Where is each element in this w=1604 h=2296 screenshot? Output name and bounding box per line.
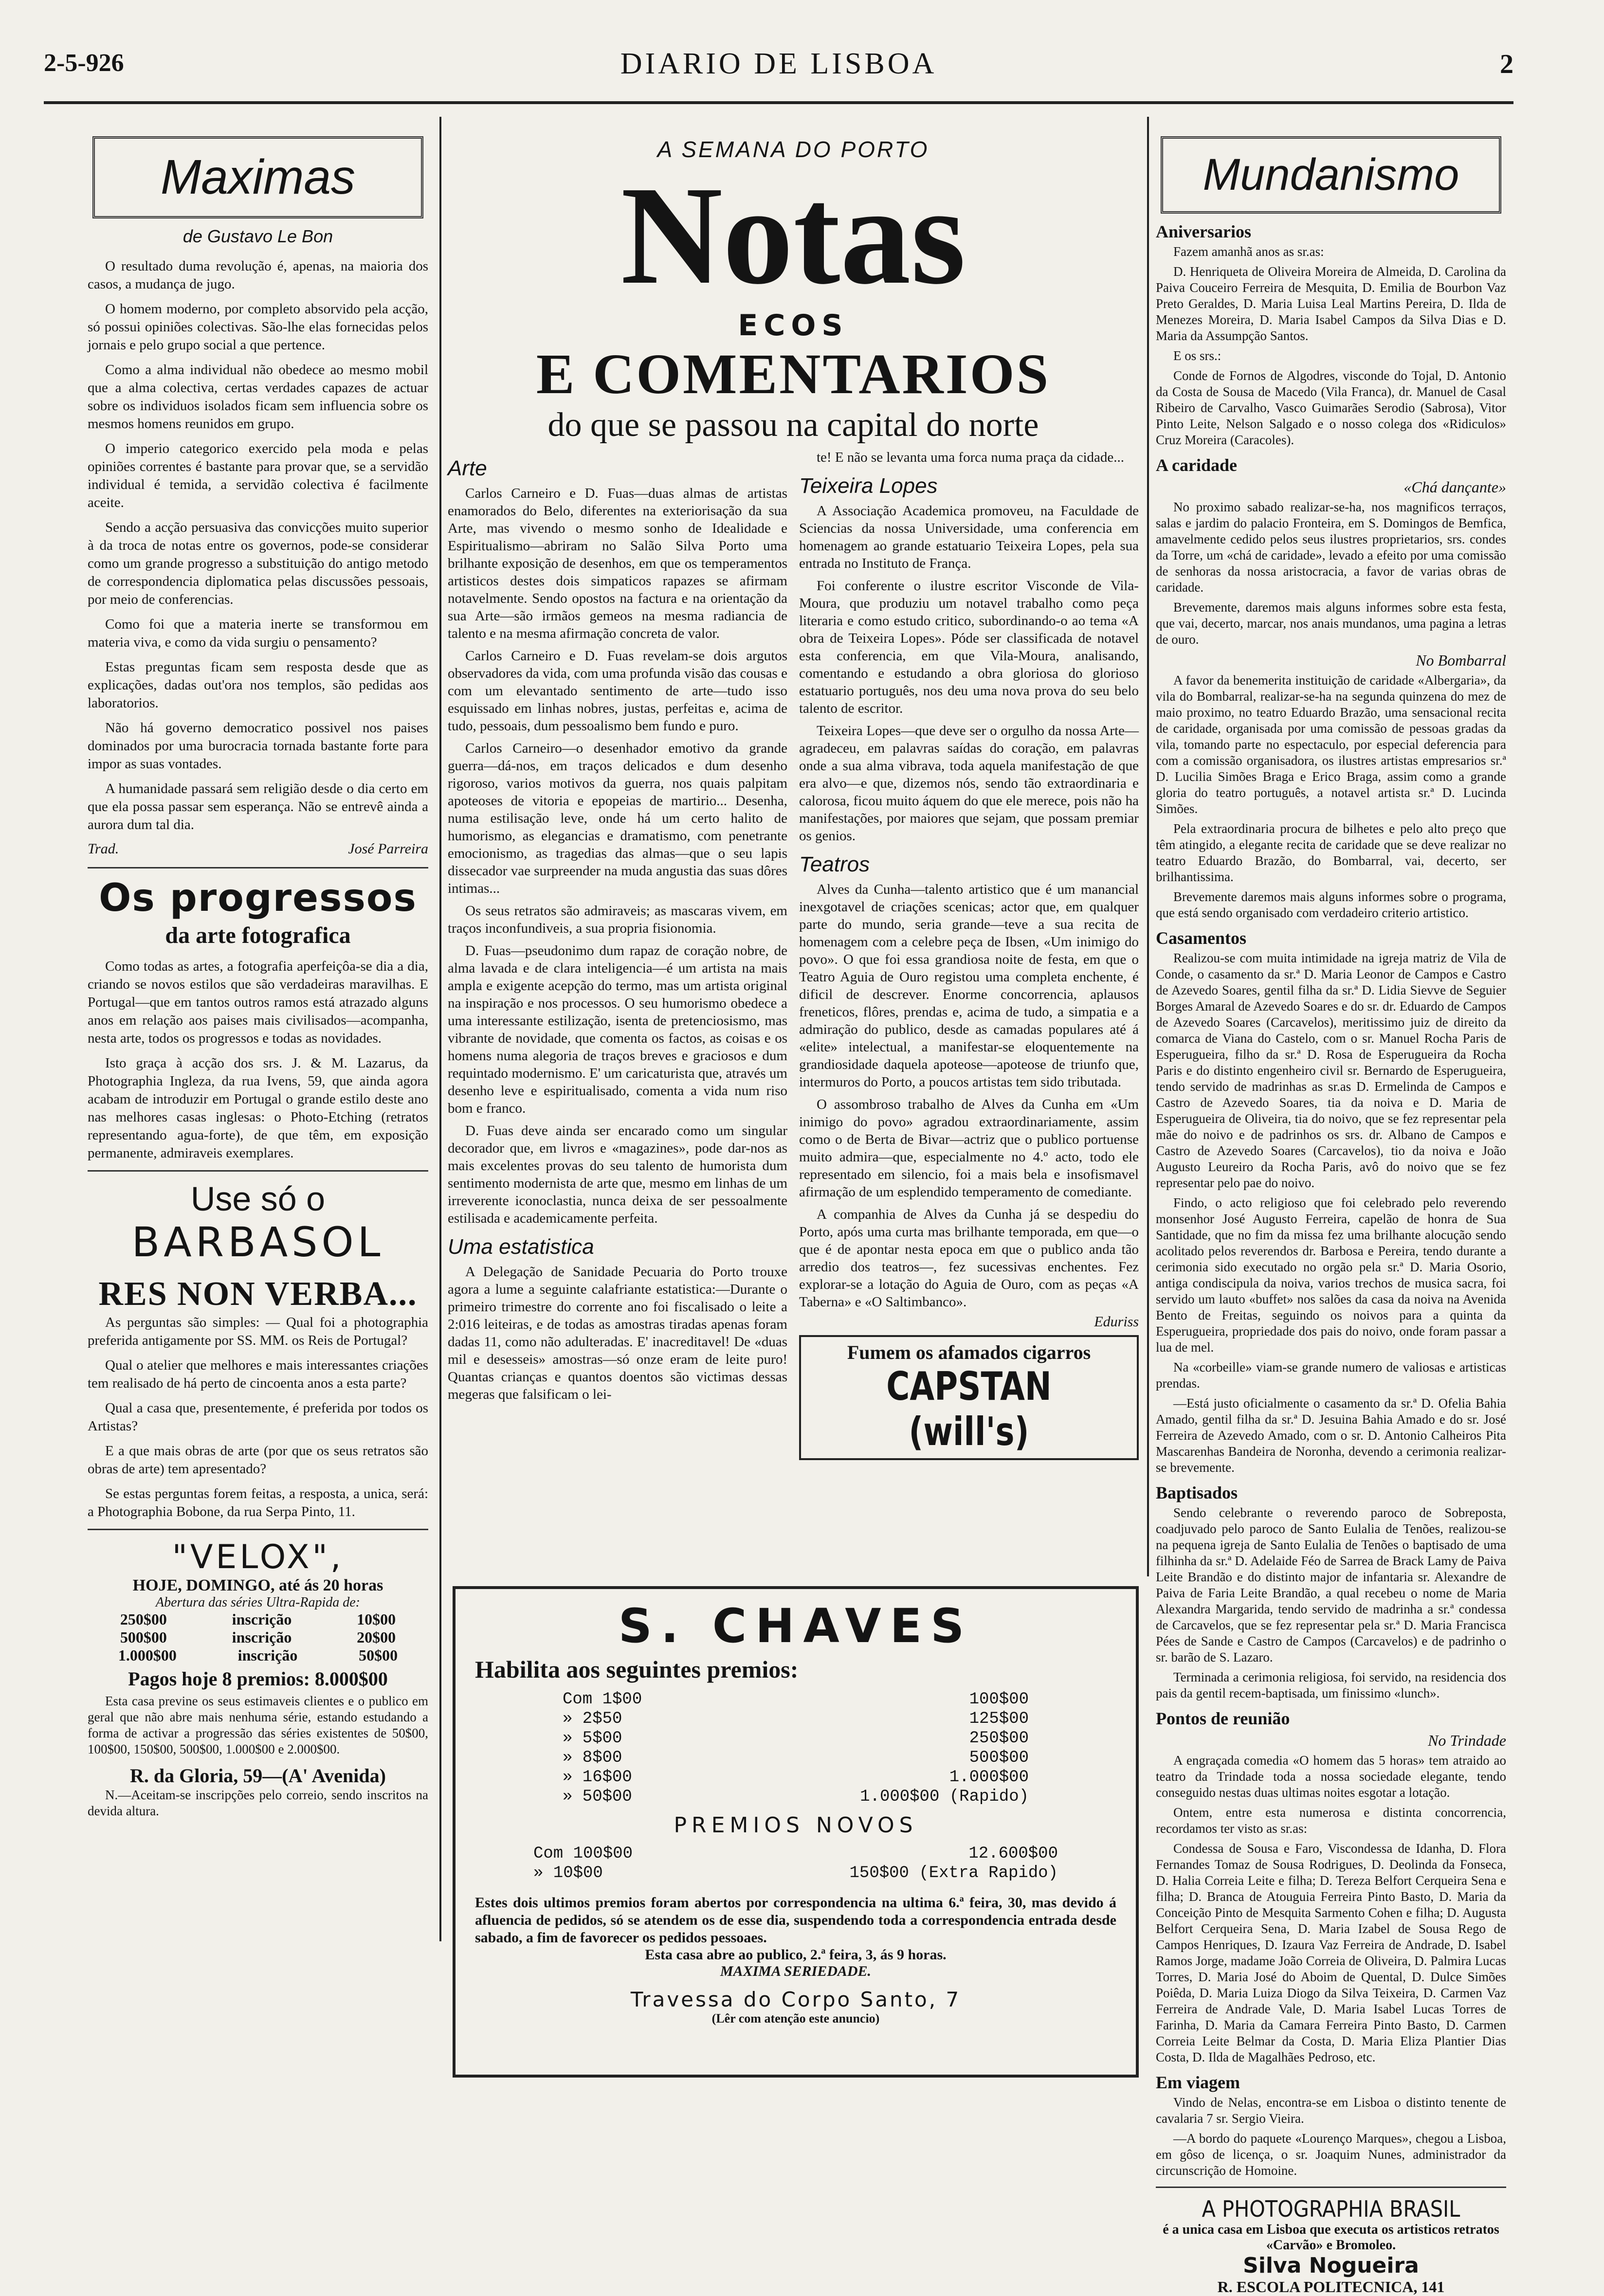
caridade-heading: A caridade: [1156, 455, 1237, 475]
arte-paragraph: Os seus retratos são admiraveis; as mascaras vivem, em traços inconfundiveis, a sua propria fisionomia.: [448, 903, 787, 936]
teixeira-paragraph: A Associação Academica promoveu, na Faculdade de Sciencias da nossa Universidade, uma conferencia em homenagem ao grande estatuario Teixeira Lopes, pela sua entrada no Instituto de França.: [799, 503, 1139, 571]
res-paragraph: E a que mais obras de arte (por que os seus retratos são obras de arte) tem apresentado?: [88, 1443, 428, 1477]
prize-value: 12.600$00: [968, 1844, 1058, 1863]
comentarios-title: E COMENTARIOS: [536, 342, 1051, 406]
baptisados-paragraph: Sendo celebrante o reverendo paroco de Sobreposta, coadjuvado pelo paroco de Santo Eulalia de Tenões, realizou-se na pequena igreja de Santo Eulalia de Tenões o baptisado de uma filhinha da sr.ª D. Adelaide Féo de Sarrea de Brack Lamy de Paiva Leite Brandão e do distinto major de infantaria sr. Alexandre de Paiva de Faria Leite Brandão, a qual recebeu o nome de Maria Alexandra Margarida, tendo servido de madrinha a sr.ª condessa de Carcavelos, que se fez representar pela sr.ª D. Maria Francisca Pées de Sande e Castro de Campos (Carcavelos) e de padrinho o sr. barão de S. Lazaro.: [1156, 1505, 1506, 1664]
newspaper-title: DIARIO DE LISBOA: [620, 47, 937, 80]
maxima-paragraph: Como foi que a materia inerte se transformou em materia viva, e como da vida surgiu o pensamento?: [88, 616, 428, 650]
prize-stake: Com 100$00: [533, 1844, 633, 1863]
prize-stake: » 10$00: [533, 1864, 603, 1882]
divider: [88, 1170, 428, 1172]
chaves-open: Esta casa abre ao publico, 2.ª feira, 3, ás 9 horas.: [645, 1947, 947, 1963]
page-number: 2: [1500, 49, 1513, 79]
velox-cell: 1.000$00: [118, 1646, 177, 1664]
res-paragraph: Qual o atelier que melhores e mais interessantes criações tem realisado de há perto de cincoenta anos a esta parte?: [88, 1357, 428, 1391]
translator-label: Trad.: [88, 841, 119, 857]
progressos-title: Os progressos: [99, 876, 417, 920]
header-rule: [44, 101, 1513, 104]
maxima-paragraph: O resultado duma revolução é, apenas, na maioria dos casos, a mudança de jugo.: [88, 258, 428, 292]
velox-title: "VELOX",: [172, 1538, 344, 1576]
velox-cell: inscrição: [232, 1628, 292, 1646]
viagem-paragraph: —A bordo do paquete «Lourenço Marques», chegou a Lisboa, em gôso de licença, o sr. Joaquim Nunes, administrador da circunscrição de Homoine.: [1156, 2131, 1506, 2178]
notas-kicker: A SEMANA DO PORTO: [657, 137, 930, 162]
casamentos-paragraph: Na «corbeille» viam-se grande numero de valiosas e artisticas prendas.: [1156, 1360, 1506, 1391]
progressos-paragraph: Isto graça à acção dos srs. J. & M. Lazarus, da Photographia Ingleza, da rua Ivens, 59, que ainda agora acabam de introduzir em Portugal o grande estilo deste ano nas melhores casas inglesas: o Photo-Etching (retratos representando agua-forte), de que têm, em exposição permanente, admiraveis exemplares.: [88, 1055, 428, 1161]
prize-value: 500$00: [969, 1749, 1029, 1767]
prize-stake: » 5$00: [563, 1729, 622, 1748]
column-maximas: [88, 136, 428, 2053]
maxima-paragraph: O imperio categorico exercido pela moda e pelas opiniões correntes é bastante para provar que, se a servidão individual é temida, a servidão colectiva é facilmente aceite.: [88, 441, 428, 510]
capstan-ad: [799, 1335, 1139, 1460]
prize-value: 1.000$00 (Rapido): [860, 1788, 1029, 1806]
divider: [88, 867, 428, 868]
arte-paragraph: D. Fuas deve ainda ser encarado como um singular decorador que, em livros e «magazines», pode dar-nos as mais excelentes provas do seu talento de humorista dum sentimento modernista de arte que, mesmo em linhas de um irreverente iconoclastia, nunca deixa de ser pessoalmente estilisada e academicamente perfeita.: [448, 1123, 787, 1226]
notas-body: [448, 449, 1139, 1460]
issue-date: 2-5-926: [44, 49, 124, 77]
capstan-line1: Fumem os afamados cigarros: [847, 1341, 1091, 1363]
arte-paragraph: Carlos Carneiro—o desenhador emotivo da grande guerra—dá-nos, em traços delicados e dum desenho rigoroso, varios motivos da guerra, nos quais palpitam apoteoses de vitoria e epopeias de martirio... Desenha, numa estilisação leve, onde há um certo halito de humorismo, as elegancias e dramatismo, com penetrante emocionismo, as tragedias das almas—que o seu lapis dissecador vae surpreender na muda angustia das suas dôres intimas...: [448, 741, 787, 896]
prize-value: 150$00 (Extra Rapido): [849, 1864, 1058, 1882]
aniversarios-paragraph: E os srs.:: [1173, 348, 1221, 363]
teatros-paragraph: Alves da Cunha—talento artistico que é um manancial inexgotavel de criações scenicas; actor que, em qualquer parte do mundo, seria grande—teve a sua recita de homenagem com a celebre peça de Ibsen, «Um inimigo do povo». O que foi essa grandiosa noite de festa, em que o Teatro Aguia de Ouro registou uma completa enchente, é dificil de descrever. Enorme concorrencia, aplausos freneticos, flôres, prendas e, acima de tudo, a simpatia e a admiração do publico, desde as camadas populares até á «elite» intelectual, a manifestar-se eloquentemente na grandiosidade daquela apoteose—apoteose de triunfo que, intermuros do Porto, a poucos artistas tem sido tributada.: [799, 882, 1139, 1090]
aniversarios-heading: Aniversarios: [1156, 222, 1251, 241]
velox-cell: 500$00: [120, 1628, 167, 1646]
velox-row: [88, 1628, 428, 1646]
maxima-paragraph: A humanidade passará sem religião desde o dia certo em que ela possa passar sem esperança. Não se entrevê ainda a aurora dum tal dia.: [88, 781, 428, 832]
notas-subcol-left: [448, 449, 787, 1460]
prize-row: [563, 1788, 1029, 1806]
teatros-heading: Teatros: [799, 852, 870, 876]
teatros-paragraph: A companhia de Alves da Cunha já se despediu do Porto, após uma curta mas brilhante temporada, em que—o que é de apontar nesta epoca em que o publico anda tão arredio dos teatros—, fez sucessivas enchentes. Fez explorar-se a lotação do Aguia de Ouro, com as peças «A Taberna» e «O Saltimbanco».: [799, 1207, 1139, 1310]
chaves-note: (Lêr com atenção este anuncio): [711, 2011, 880, 2025]
caridade-subheading: «Chá dançante»: [1404, 478, 1506, 496]
baptisados-paragraph: Terminada a cerimonia religiosa, foi servido, na residencia dos pais da gentil recem-baptisada, um finissimo «lunch».: [1156, 1670, 1506, 1700]
caridade-subheading: No Bombarral: [1416, 651, 1506, 669]
chaves-address: Travessa do Corpo Santo, 7: [630, 1988, 961, 2011]
velox-text: Esta casa previne os seus estimaveis clientes e o publico em geral que não abre mais nenhuma série, estando estudando a forma de activar a progressão das séries existentes de 50$00, 100$00, 150$00, 500$00, 1.000$00 e 2.000$00.: [88, 1694, 428, 1756]
viagem-heading: Em viagem: [1156, 2073, 1240, 2092]
masthead: [44, 39, 1513, 92]
translator-name: José Parreira: [348, 841, 428, 857]
maxima-paragraph: Estas preguntas ficam sem resposta desde que as explicações, dadas out'ora nos templos, são pedidas aos laboratorios.: [88, 659, 428, 711]
chaves-novos: PREMIOS NOVOS: [674, 1813, 918, 1838]
reuniao-heading: Pontos de reunião: [1156, 1709, 1290, 1728]
divider: [1156, 2187, 1506, 2188]
notas-title: Notas: [620, 157, 966, 313]
photographia-brasil-ad: [1156, 2196, 1506, 2296]
chaves-notice: Estes dois ultimos premios foram abertos por correspondencia na ultima 6.ª feira, 30, mas devido á afluencia de pedidos, só se atendem os de esse dia, suspendendo toda a correspondencia entrada desde sabado, a fim de favorecer os pedidos pessoaes.: [475, 1895, 1116, 1946]
estatistica-paragraph: A Delegação de Sanidade Pecuaria do Porto trouxe agora a lume a seguinte calafriante estatistica:—Durante o primeiro trimestre do corrente ano foi fiscalisado o leite a 2:016 leiteiras, e de todas as amostras tiradas apenas foram dadas 11, como não adulteradas. E' inacreditavel! De «duas mil e desesseis» amostras—só onze eram de leite puro! Quantas crianças e quantos doentos são victimas dessas megeras que falsificam o lei-: [448, 1264, 787, 1402]
maxima-paragraph: O homem moderno, por completo absorvido pela acção, só possui opiniões colectivas. São-lhe elas fornecidas pelos jornais e pelo grupo social a que pertence.: [88, 301, 428, 353]
velox-cell: 20$00: [357, 1628, 396, 1646]
reuniao-paragraph: A engraçada comedia «O homem das 5 horas» tem atraido ao teatro da Trindade toda a nossa sociedade elegante, tendo conseguido nestas duas ultimas noites esgotar a lotação.: [1156, 1753, 1506, 1800]
teatros-paragraph: O assombroso trabalho de Alves da Cunha em «Um inimigo do povo» agradou extraordinariamente, assim como o de Berta de Bivar—actriz que o publico portuense muito admira—que, especialmente no 4.º acto, todo ele representado em silencio, foi a mais bela e insofismavel afirmação de um esplendido temperamento de comediante.: [799, 1097, 1139, 1200]
prize-value: 1.000$00: [949, 1768, 1029, 1787]
prize-row: [563, 1729, 1029, 1748]
chaves-seriedade: MAXIMA SERIEDADE.: [720, 1963, 872, 1979]
reuniao-subheading: No Trindade: [1428, 1732, 1506, 1749]
prize-row: [563, 1749, 1029, 1767]
arte-paragraph: Carlos Carneiro e D. Fuas—duas almas de artistas enamorados do Belo, diferentes na exteriorisação da sua Arte, mas vivendo o mesmo sonho de Idealidade e Espiritualismo—abriram no Salão Silva Porto uma brilhante exposição de desenhos, em que os temperamentos artisticos destes dois simpaticos rapazes se afirmam notavelmente. Sendo opostos na factura e na orientação da sua Arte—são irmãos gemeos na mesma radiancia de talento e na mesma afirmação concreta de valor.: [448, 486, 787, 641]
prize-stake: » 16$00: [563, 1768, 632, 1787]
prize-stake: » 8$00: [563, 1749, 622, 1767]
casamentos-paragraph: Findo, o acto religioso que foi celebrado pelo reverendo monsenhor José Augusto Ferreira, capelão de honra de Sua Santidade, que no fim da missa fez uma brilhante alocução sendo acolitado pelos reverendos dr. Barbosa e Pereira, tendo durante a cerimonia sido executado no orgão pela sr.ª D. Maria Osorio, antiga condiscipula da noiva, varios trechos de musica sacra, foi servido um lauto «buffet» nos salões da casa da noiva na Avenida Bento de Freitas, seguindo os noivos para a quinta da Esperugueira, propriedade dos pais do noivo, onde foram passar a lua de mel.: [1156, 1195, 1506, 1355]
prize-value: 250$00: [969, 1729, 1029, 1748]
velox-line: HOJE, DOMINGO, até ás 20 horas: [132, 1576, 383, 1594]
casamentos-paragraph: Realizou-se com muita intimidade na igreja matriz de Vila de Conde, o casamento da sr.ª D. Maria Leonor de Campos e Castro de Azevedo Soares, gentil filha da sr.ª D. Lidia Sievve de Seguier Borges Amaral de Azevedo Soares e do sr. dr. Eduardo de Campos de Azevedo Soares (Carcavelos), meritissimo juiz de direito da comarca de Viana do Castelo, com o sr. Manuel Rocha Paris de Esperugueira, filho da sr.ª D. Rosa de Esperugueira da Rocha Paris e do distinto engenheiro civil sr. Bernardo de Esperugueira, tendo servido de madrinhas as sr.as D. Ermelinda de Campos e Castro de Azevedo Soares, tia da noiva e D. Maria de Esperugueira de Oliveira, tia do noivo, que se fez representar pela mãe do noivo e de padrinhos os srs. dr. Albano de Campos e Castro de Azevedo Soares (Carcavelos), tio da noiva e João Augusto Leureiro da Rocha Paris, avô do noivo que se fez representar pelo pae do noivo.: [1156, 951, 1506, 1190]
aniversarios-paragraph: D. Henriqueta de Oliveira Moreira de Almeida, D. Carolina da Paiva Couceiro Ferreira de Mesquita, D. Emilia de Bourbon Vaz Preto Geraldes, D. Maria Luisa Leal Martins Pereira, D. Ilda de Menezes Moreira, D. Maria Isabel Campos da Silva Dias e D. Maria da Assumpção Santos.: [1156, 264, 1506, 343]
prize-row: [563, 1710, 1029, 1728]
velox-cell: inscrição: [232, 1610, 292, 1628]
reuniao-paragraph: Ontem, entre esta numerosa e distinta concorrencia, recordamos ter visto as sr.as:: [1156, 1805, 1506, 1836]
estatistica-heading: Uma estatistica: [448, 1235, 594, 1259]
ecos-title: ECOS: [738, 308, 849, 343]
velox-address: R. da Gloria, 59—(A' Avenida): [130, 1765, 386, 1787]
caridade-paragraph: Pela extraordinaria procura de bilhetes e pelo alto preço que têm atingido, a elegante recita de caridade que se deve realizar no teatro Eduardo Brazão, do Bombarral, vai, decerto, ser brilhantissima.: [1156, 821, 1506, 884]
prize-value: 100$00: [969, 1690, 1029, 1709]
chaves-prizes: [475, 1690, 1116, 1806]
notas-signature: Eduriss: [1094, 1314, 1139, 1330]
res-non-verba-title: RES NON VERBA...: [98, 1275, 418, 1313]
arte-paragraph: Carlos Carneiro e D. Fuas revelam-se dois argutos observadores da vida, com uma profunda visão das cousas e com um elevantado sentimento de arte—tudo isso esquissado em linhas nobres, justas, perfeitas e, acima de tudo, pessoais, dum pessoalismo bem fundo e puro.: [448, 648, 787, 734]
maxima-paragraph: Como a alma individual não obedece ao mesmo mobil que a alma colectiva, certas verdades capazes de actuar sobre os individuos isolados ficam sem influencia sobre os mesmos homens reunidos em grupo.: [88, 362, 428, 432]
prize-row: [563, 1690, 1029, 1709]
prize-row: [533, 1844, 1058, 1863]
prize-stake: » 50$00: [563, 1788, 632, 1806]
capstan-line2: CAPSTAN (will's): [886, 1364, 1052, 1454]
caridade-paragraph: Brevemente daremos mais alguns informes sobre o programa, que está sendo organisado com verdadeiro criterio artistico.: [1156, 889, 1506, 920]
teixeira-paragraph: Foi conferente o ilustre escritor Visconde de Vila-Moura, que produziu um notavel trabalho como peça literaria e como estudo critico, subordinando-o ao tema «A obra de Teixeira Lopes». Póde ser classificada de notavel esta conferencia, em que Vila-Moura, analisando, comentando e estudando a obra gloriosa do glorioso estatuario português, nos deu uma nova prova do seu belo talento de escritor.: [799, 578, 1139, 716]
maximas-signature: [88, 841, 428, 857]
mundanismo-title: Mundanismo: [1161, 136, 1501, 214]
maxima-paragraph: Não há governo democratico possivel nos paises dominados por uma burocracia tornada bastante forte para impor as suas vontades.: [88, 720, 428, 772]
velox-cell: 10$00: [357, 1610, 396, 1628]
velox-sub: Abertura das séries Ultra-Rapida de:: [156, 1595, 360, 1610]
caridade-paragraph: Brevemente, daremos mais alguns informes sobre esta festa, que vai, decerto, marcar, nos anais mundanos, uma pagina a letras de ouro.: [1156, 600, 1506, 647]
viagem-paragraph: Vindo de Nelas, encontra-se em Lisboa o distinto tenente de cavalaria 7 sr. Sergio Vieira.: [1156, 2095, 1506, 2126]
teixeira-lopes-heading: Teixeira Lopes: [799, 474, 938, 498]
pb-name: Silva Nogueira: [1243, 2253, 1419, 2278]
caridade-paragraph: No proximo sabado realizar-se-ha, nos magnificos terraços, salas e jardim do palacio Fronteira, em S. Domingos de Bemfica, amavelmente cedido pelos seus ilustres proprietarios, srs. condes da Torre, um «chá de caridade», levado a efeito por uma comissão de senhoras da nossa aristocracia, a favor de varias obras de caridade.: [1156, 500, 1506, 595]
velox-cell: 250$00: [120, 1610, 167, 1628]
reuniao-paragraph: Condessa de Sousa e Faro, Viscondessa de Idanha, D. Flora Fernandes Tomaz de Sousa Rodrigues, D. Deolinda da Fonseca, D. Halia Correia Leite e filha; D. Tereza Belfort Cerqueira Sena e filha; D. Branca de Atouguia Ferreira Pinto Basto, D. Maria da Conceição Pinto de Mesquita Sarmento Cohen e filha; D. Augusta Belfort Cerqueira Sena, D. Maria Izabel de Sousa Rego de Campos Henriques, D. Izaura Vaz Ferreira de Andrade, D. Isabel Ramos Jorge, madame João Correia de Oliveira, D. Palmira Lucas Torres, D. Maria José do Aboim de Quental, D. Dulce Simões Poiêda, D. Maria Luiza Diogo da Silva Teixeira, D. Carmen Vaz Ferreira de Andrade Vale, D. Maria Isabel Lucas Torres de Farinha, D. Maria da Camara Ferreira Pinto Basto, D. Carmen Correia Leite Belmar da Costa, D. Maria Eliza Plantier Dias Costa, D. Ilda de Magalhães Pedroso, etc.: [1156, 1841, 1506, 2064]
maximas-title: Maximas: [92, 136, 423, 218]
velox-pay: Pagos hoje 8 premios: 8.000$00: [128, 1668, 388, 1690]
res-paragraph: Se estas perguntas forem feitas, a resposta, a unica, será: a Photographia Bobone, da rua Serpa Pinto, 11.: [88, 1486, 428, 1519]
pb-title: A PHOTOGRAPHIA BRASIL: [1202, 2196, 1460, 2222]
column-notas: [448, 136, 1139, 1576]
baptisados-heading: Baptisados: [1156, 1483, 1238, 1502]
chaves-novos-prizes: [475, 1844, 1116, 1882]
maxima-paragraph: Sendo a acção persuasiva das convicções muito superior à da troca de notas entre os governos, pode-se considerar como um grande progresso a substituição do antigo metodo de correspondencia diplomatica pelas discussões pessoais, por meio de conferencias.: [88, 520, 428, 607]
casamentos-heading: Casamentos: [1156, 928, 1246, 948]
prize-stake: Com 1$00: [563, 1690, 642, 1709]
velox-cell: inscrição: [237, 1646, 298, 1664]
aniversarios-paragraph: Conde de Fornos de Algodres, visconde do Tojal, D. Antonio da Costa de Sousa de Macedo (Vila Franca), dr. Manuel de Casal Ribeiro de Carvalho, Vasco Guimarães Serodio (Sabrosa), Vitor Pinto Leite, Nelson Salgado e o nosso colega dos «Ridiculos» Cruz Moreira (Caracoles).: [1156, 368, 1506, 447]
velox-ad: [88, 1538, 428, 1690]
barbasol-line1: Use só o: [190, 1180, 326, 1218]
chaves-ad: [453, 1586, 1139, 2078]
divider: [88, 1529, 428, 1530]
velox-row: [88, 1610, 428, 1628]
column-rule-right: [1147, 117, 1149, 1576]
prize-value: 125$00: [969, 1710, 1029, 1728]
column-mundanismo: [1156, 136, 1506, 2296]
res-paragraph: Qual a casa que, presentemente, é preferida por todos os Artistas?: [88, 1400, 428, 1434]
aniversarios-paragraph: Fazem amanhã anos as sr.as:: [1173, 244, 1324, 259]
prize-stake: » 2$50: [563, 1710, 622, 1728]
barbasol-ad: [88, 1179, 428, 1266]
progressos-subtitle: da arte fotografica: [165, 922, 351, 948]
continuation-paragraph: te! E não se levanta uma forca numa praça da cidade...: [817, 450, 1125, 465]
arte-paragraph: D. Fuas—pseudonimo dum rapaz de coração nobre, de alma lavada e de clara inteligencia—é um artista na mais ampla e exigente acepção do termo, mas um artista original na inspiração e nos processos. O seu humorismo obedece a uma interessante estilização, isenta de pretenciosismo, mas vibrante de novidade, que comenta os factos, as coisas e os homens numa alegoria de traços breves e graciosos e dum requintado modernismo. E' um caricaturista que, através um desenho leve e espiritualisado, comenta a vida num riso bom e franco.: [448, 943, 787, 1116]
casamentos-paragraph: —Está justo oficialmente o casamento da sr.ª D. Ofelia Bahia Amado, gentil filha da sr.ª D. Jesuina Bahia Amado e do sr. José Ferreira de Azevedo Amado, com o sr. D. Antonio Calheiros Pita Mascarenhas Bandeira de Noronha, devendo a cerimonia realizar-se brevemente.: [1156, 1396, 1506, 1475]
prize-row: [533, 1864, 1058, 1882]
chaves-title: S. CHAVES: [618, 1599, 973, 1653]
arte-heading: Arte: [448, 456, 487, 480]
pb-text: é a unica casa em Lisboa que executa os artisticos retratos «Carvão» e Bromoleo.: [1163, 2222, 1499, 2253]
velox-cell: 50$00: [359, 1646, 398, 1664]
chaves-sub: Habilita aos seguintes premios:: [475, 1656, 799, 1683]
caridade-paragraph: A favor da benemerita instituição de caridade «Albergaria», da vila do Bombarral, realizar-se-ha na segunda quinzena do mez de maio proximo, no teatro Eduardo Brazão, uma sensacional recita de caridade, organisada por uma comissão de pessoas gradas da vila, tomando parte no espectaculo, por especial deferencia para com a comissão organisadora, os ilustres artistas empresarios sr.ª D. Lucilia Simões Braga e Erico Braga, assim como a grande gloria do teatro português, a notavel artista sr.ª D. Lucinda Simões.: [1156, 673, 1506, 816]
notas-subcol-right: [799, 449, 1139, 1460]
velox-note: N.—Aceitam-se inscripções pelo correio, sendo inscritos na devida altura.: [88, 1788, 428, 1818]
notas-subtitle: do que se passou na capital do norte: [547, 406, 1039, 444]
teixeira-paragraph: Teixeira Lopes—que deve ser o orgulho da nossa Arte—agradeceu, em palavras saídas do coração, em palavras onde a sua alma vibrava, toda aquela manifestação de que era alvo—e que, dizemos nós, sendo tão extraordinaria e calorosa, ficou muito áquem do que ele merece, pois não ha manifestações, por maiores que sejam, que possam premiar os genios.: [799, 723, 1139, 844]
prize-row: [563, 1768, 1029, 1787]
pb-address: R. ESCOLA POLITECNICA, 141: [1217, 2278, 1445, 2296]
velox-row: [88, 1646, 428, 1664]
maximas-author: de Gustavo Le Bon: [182, 226, 333, 246]
progressos-paragraph: Como todas as artes, a fotografia aperfeiçôa-se dia a dia, criando se novos estilos que são verdadeiras maravilhas. E Portugal—que em tantos outros ramos está atrazado alguns anos em relação aos paises mais civilisados—acompanha, nesta arte, todos os progressos e todas as novidades.: [88, 958, 428, 1046]
res-paragraph: As perguntas são simples: — Qual foi a photographia preferida antigamente por SS. MM. os Reis de Portugal?: [88, 1315, 428, 1348]
column-rule-left: [439, 117, 441, 1941]
barbasol-line2: BARBASOL: [131, 1218, 384, 1266]
